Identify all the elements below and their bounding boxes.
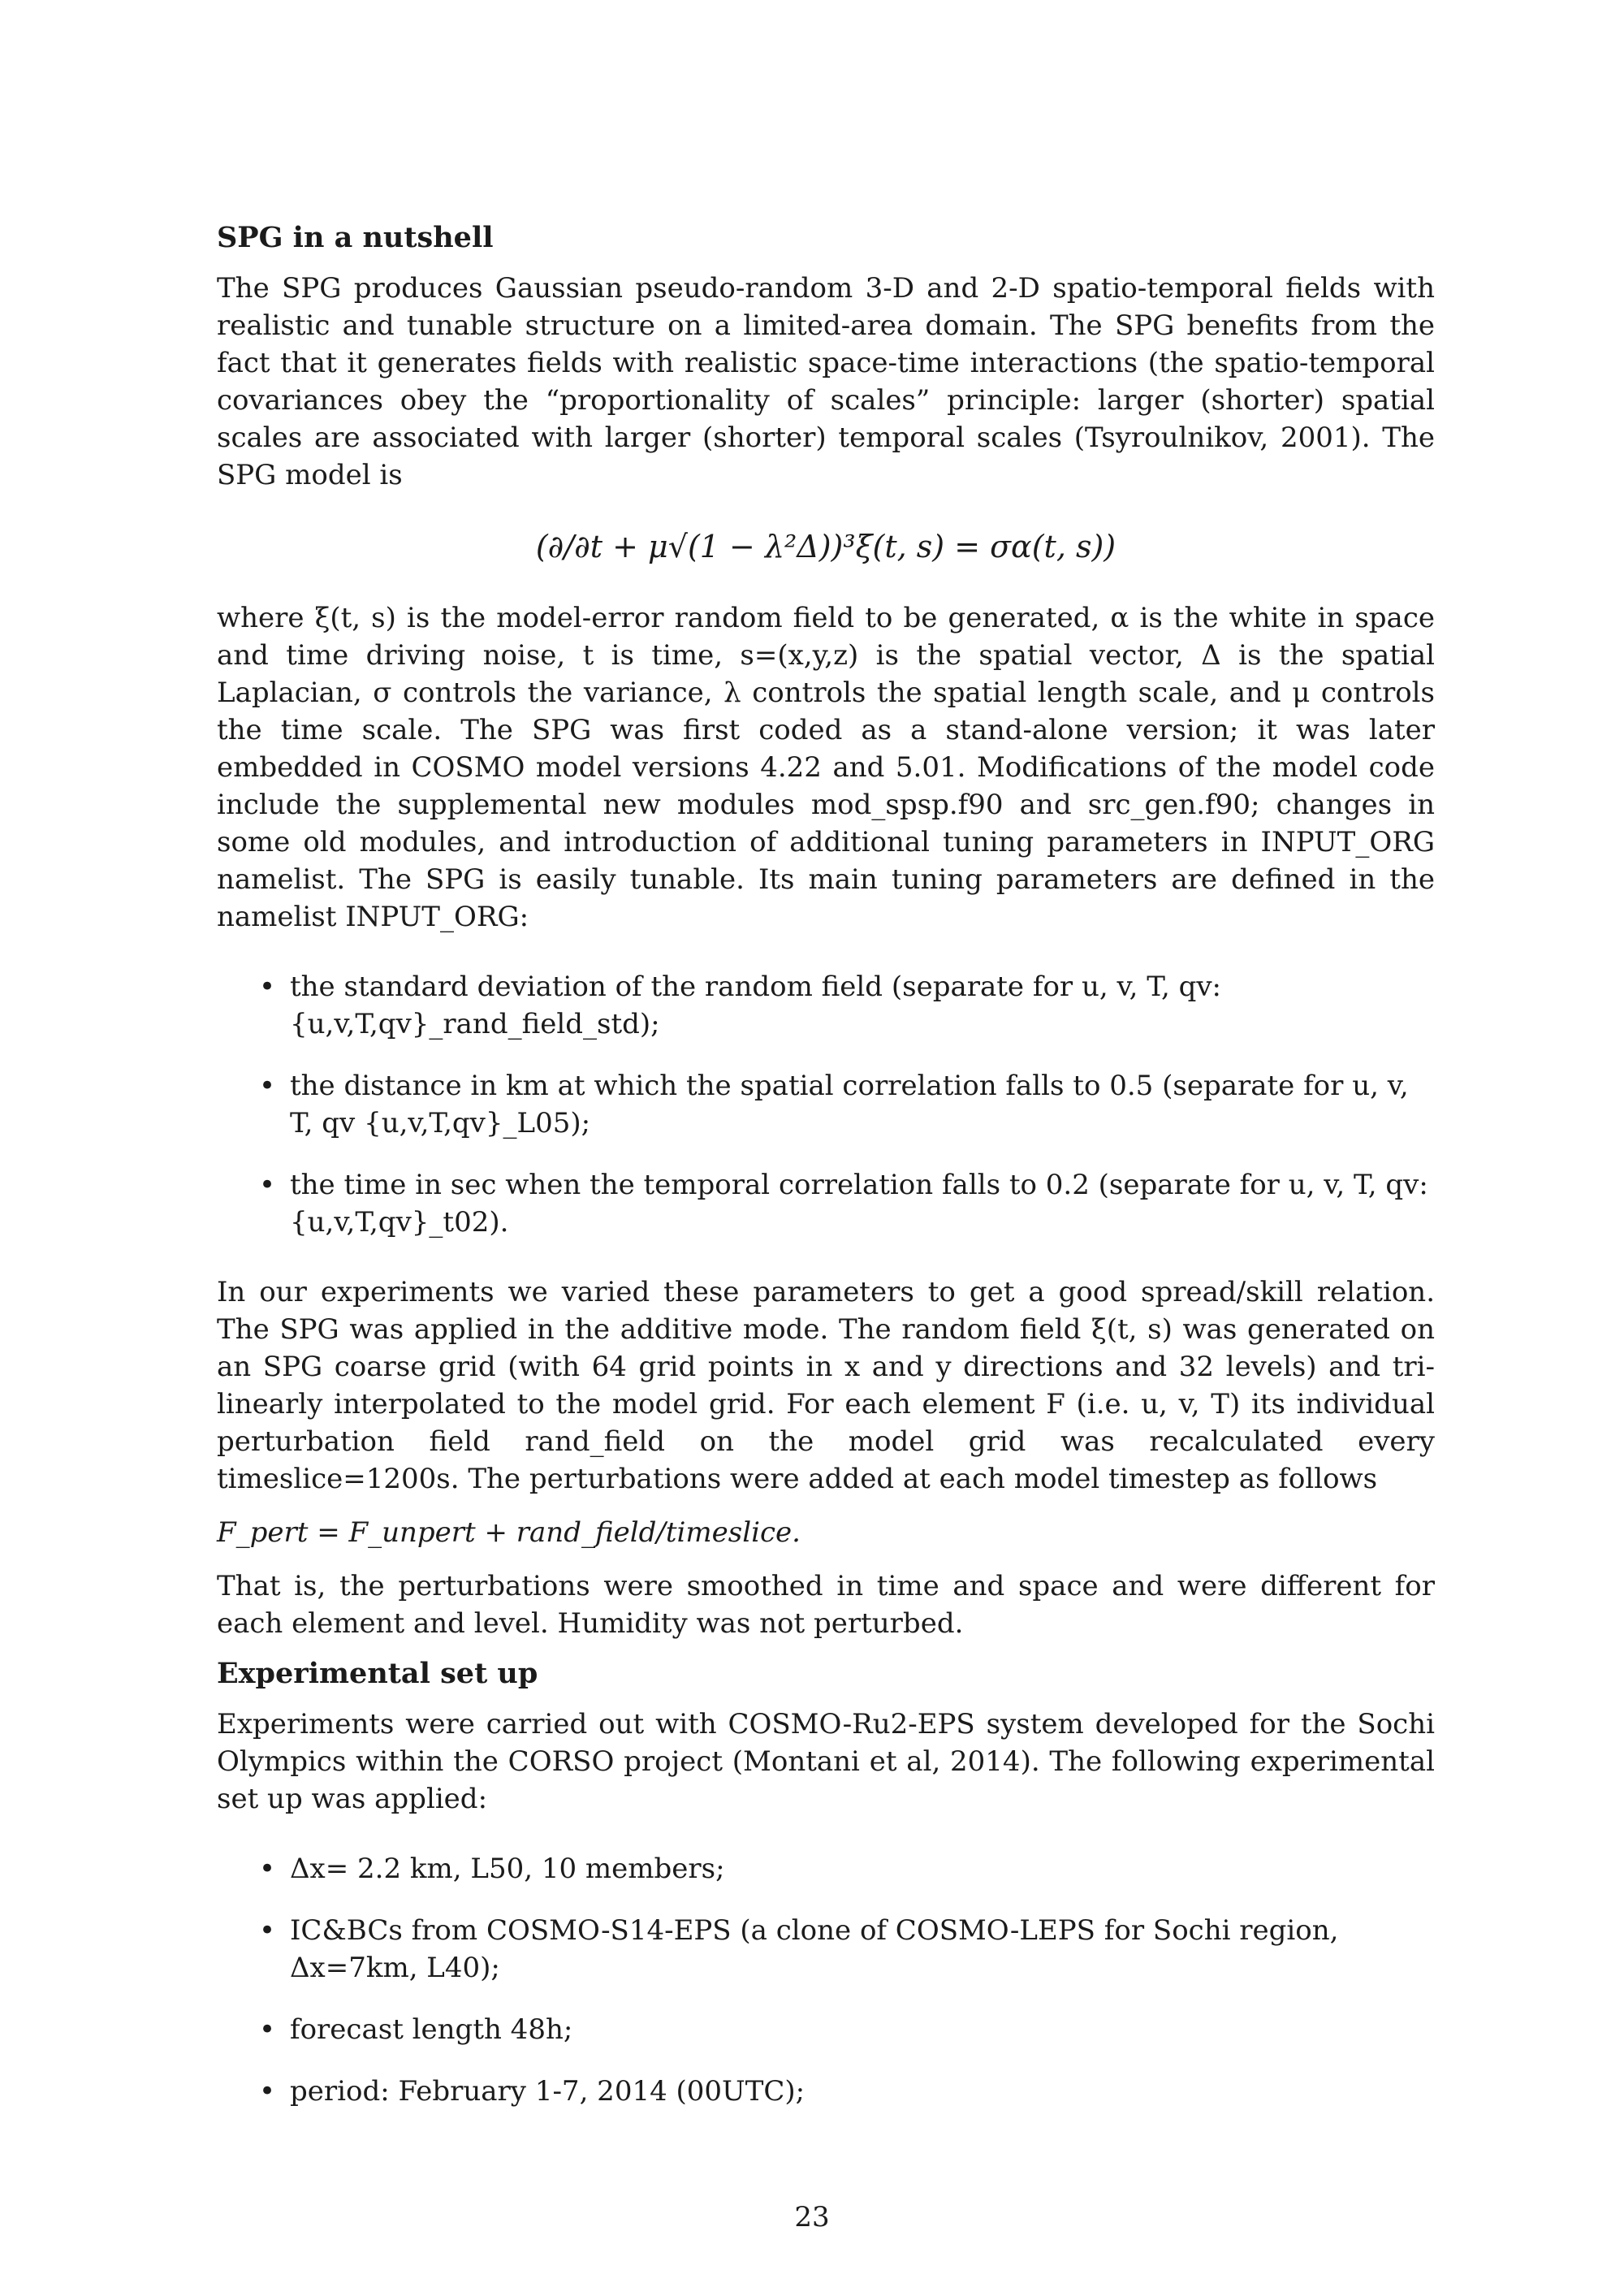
equation-perturbation: F_pert = F_unpert + rand_field/timeslice.	[217, 1516, 801, 1549]
list-item	[217, 2011, 1435, 2048]
paragraph-intro: The SPG produces Gaussian pseudo-random 3-D and 2-D spatio-temporal fields with realistic and tunable structure on a limited-area domain. The SPG benefits from the fact that it generates fields with realistic space-time interactions (the spatio-temporal covariances obey the “proportionality of scales” principle: larger (shorter) spatial scales are associated with larger (shorter) temporal scales (Tsyroulnikov, 2001). The SPG model is	[217, 272, 1435, 491]
paragraph-where: where ξ(t, s) is the model-error random field to be generated, α is the white in space and time driving noise, t is time, s=(x,y,z) is the spatial vector, Δ is the spatial Laplacian, σ controls the variance, λ controls the spatial length scale, and μ controls the time scale. The SPG was first coded as a stand-alone version; it was later embedded in COSMO model versions 4.22 and 5.01. Modifications of the model code include the supplemental new modules mod_spsp.f90 and src_gen.f90; changes in some old modules, and introduction of additional tuning parameters in INPUT_ORG namelist. The SPG is easily tunable. Its main tuning parameters are defined in the namelist INPUT_ORG:	[217, 602, 1435, 933]
bullet-icon: •	[259, 2075, 276, 2108]
list-item	[217, 968, 1435, 1043]
list-item	[217, 1166, 1435, 1241]
equation-spg-model: (∂/∂t + μ√(1 − λ²Δ))³ξ(t, s) = σα(t, s))	[535, 529, 1116, 564]
list-item-text: period: February 1-7, 2014 (00UTC);	[290, 2075, 806, 2108]
list-item-text: Δx= 2.2 km, L50, 10 members;	[290, 1853, 725, 1885]
page-number: 23	[794, 2201, 830, 2233]
setup-list	[217, 1850, 1435, 2110]
bullet-icon: •	[259, 971, 276, 1003]
paragraph-setup: Experiments were carried out with COSMO-Ru2-EPS system developed for the Sochi Olympics within the CORSO project (Montani et al, 2014). The following experimental set up was applied:	[217, 1708, 1435, 1815]
bullet-icon: •	[259, 2013, 276, 2046]
section-title-spg: SPG in a nutshell	[217, 221, 494, 254]
list-item	[217, 1850, 1435, 1887]
bullet-icon: •	[259, 1914, 276, 1947]
list-item	[217, 1067, 1435, 1142]
page-body	[217, 219, 1435, 2143]
tuning-parameters-list	[217, 968, 1435, 1241]
list-item-text: forecast length 48h;	[290, 2013, 573, 2046]
list-item	[217, 1912, 1435, 1987]
bullet-icon: •	[259, 1169, 276, 1201]
list-item	[217, 2073, 1435, 2110]
list-item-text: the standard deviation of the random field (separate for u, v, T, qv: {u,v,T,qv}_rand_field_std);	[290, 971, 1222, 1040]
list-item-text: the time in sec when the temporal correlation falls to 0.2 (separate for u, v, T, qv: {u,v,T,qv}_t02).	[290, 1169, 1428, 1239]
bullet-icon: •	[259, 1853, 276, 1885]
section-title-setup: Experimental set up	[217, 1657, 538, 1690]
paragraph-experiments: In our experiments we varied these parameters to get a good spread/skill relation. The SPG was applied in the additive mode. The random field ξ(t, s) was generated on an SPG coarse grid (with 64 grid points in x and y directions and 32 levels) and tri-linearly interpolated to the model grid. For each element F (i.e. u, v, T) its individual perturbation field rand_field on the model grid was recalculated every timeslice=1200s. The perturbations were added at each model timestep as follows	[217, 1276, 1435, 1495]
bullet-icon: •	[259, 1070, 276, 1102]
paragraph-smoothed: That is, the perturbations were smoothed in time and space and were different for each element and level. Humidity was not perturbed.	[217, 1570, 1435, 1640]
list-item-text: the distance in km at which the spatial correlation falls to 0.5 (separate for u, v, T, qv {u,v,T,qv}_L05);	[290, 1070, 1409, 1139]
list-item-text: IC&BCs from COSMO-S14-EPS (a clone of COSMO-LEPS for Sochi region, Δx=7km, L40);	[290, 1914, 1339, 1984]
